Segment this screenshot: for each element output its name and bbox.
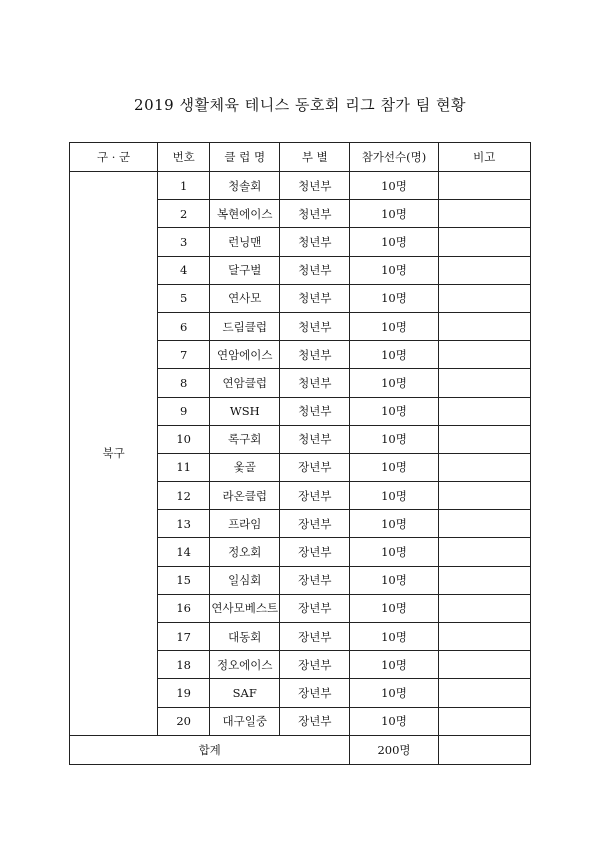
- cell-players: 10명: [350, 623, 438, 651]
- total-players: 200명: [350, 735, 438, 764]
- cell-players: 10명: [350, 256, 438, 284]
- cell-division: 청년부: [280, 425, 350, 453]
- cell-club-name: 일심회: [210, 566, 280, 594]
- cell-number: 12: [158, 482, 210, 510]
- cell-club-name: 연암에이스: [210, 341, 280, 369]
- cell-note: [438, 453, 530, 481]
- cell-club-name: 프라임: [210, 510, 280, 538]
- cell-number: 6: [158, 312, 210, 340]
- cell-number: 19: [158, 679, 210, 707]
- cell-division: 장년부: [280, 510, 350, 538]
- cell-note: [438, 510, 530, 538]
- cell-note: [438, 397, 530, 425]
- cell-note: [438, 425, 530, 453]
- cell-division: 청년부: [280, 369, 350, 397]
- cell-number: 5: [158, 284, 210, 312]
- cell-note: [438, 172, 530, 200]
- cell-division: 장년부: [280, 679, 350, 707]
- cell-number: 14: [158, 538, 210, 566]
- cell-note: [438, 707, 530, 735]
- cell-number: 13: [158, 510, 210, 538]
- cell-players: 10명: [350, 679, 438, 707]
- cell-note: [438, 651, 530, 679]
- cell-players: 10명: [350, 566, 438, 594]
- cell-note: [438, 284, 530, 312]
- document-title: 2019 생활체육 테니스 동호회 리그 참가 팀 현황: [134, 96, 466, 114]
- cell-players: 10명: [350, 312, 438, 340]
- table-body: [70, 172, 531, 736]
- cell-division: 장년부: [280, 651, 350, 679]
- cell-number: 9: [158, 397, 210, 425]
- cell-club-name: 연사모: [210, 284, 280, 312]
- cell-note: [438, 312, 530, 340]
- cell-players: 10명: [350, 594, 438, 622]
- cell-division: 청년부: [280, 256, 350, 284]
- cell-players: 10명: [350, 341, 438, 369]
- cell-division: 청년부: [280, 397, 350, 425]
- cell-note: [438, 256, 530, 284]
- cell-club-name: 런닝맨: [210, 228, 280, 256]
- cell-players: 10명: [350, 707, 438, 735]
- district-cell: 북구: [70, 172, 158, 736]
- header-note: 비고: [438, 143, 530, 172]
- total-note: [438, 735, 530, 764]
- team-roster-table: [69, 142, 531, 765]
- cell-club-name: 달구벌: [210, 256, 280, 284]
- cell-club-name: 연사모베스트: [210, 594, 280, 622]
- header-division: 부 별: [280, 143, 350, 172]
- cell-players: 10명: [350, 172, 438, 200]
- cell-note: [438, 482, 530, 510]
- cell-players: 10명: [350, 510, 438, 538]
- cell-club-name: 청솔회: [210, 172, 280, 200]
- cell-club-name: 옻골: [210, 453, 280, 481]
- cell-number: 2: [158, 200, 210, 228]
- cell-number: 11: [158, 453, 210, 481]
- cell-note: [438, 623, 530, 651]
- cell-club-name: 대구일중: [210, 707, 280, 735]
- table-row: [70, 172, 531, 200]
- total-row: [70, 735, 531, 764]
- cell-division: 청년부: [280, 228, 350, 256]
- cell-number: 18: [158, 651, 210, 679]
- cell-number: 16: [158, 594, 210, 622]
- cell-number: 4: [158, 256, 210, 284]
- cell-note: [438, 369, 530, 397]
- cell-players: 10명: [350, 369, 438, 397]
- cell-division: 청년부: [280, 172, 350, 200]
- cell-note: [438, 566, 530, 594]
- cell-division: 장년부: [280, 623, 350, 651]
- cell-club-name: 연암클럽: [210, 369, 280, 397]
- header-number: 번호: [158, 143, 210, 172]
- cell-division: 장년부: [280, 538, 350, 566]
- total-label: 합계: [70, 735, 350, 764]
- cell-division: 장년부: [280, 594, 350, 622]
- cell-club-name: 정오에이스: [210, 651, 280, 679]
- cell-number: 17: [158, 623, 210, 651]
- cell-note: [438, 228, 530, 256]
- cell-players: 10명: [350, 651, 438, 679]
- cell-division: 청년부: [280, 284, 350, 312]
- cell-number: 7: [158, 341, 210, 369]
- cell-note: [438, 594, 530, 622]
- cell-club-name: SAF: [210, 679, 280, 707]
- cell-players: 10명: [350, 397, 438, 425]
- cell-division: 장년부: [280, 482, 350, 510]
- cell-note: [438, 341, 530, 369]
- cell-players: 10명: [350, 482, 438, 510]
- cell-division: 청년부: [280, 341, 350, 369]
- header-district: 구 · 군: [70, 143, 158, 172]
- cell-division: 장년부: [280, 453, 350, 481]
- cell-division: 장년부: [280, 566, 350, 594]
- cell-division: 청년부: [280, 200, 350, 228]
- cell-division: 장년부: [280, 707, 350, 735]
- cell-note: [438, 200, 530, 228]
- cell-note: [438, 538, 530, 566]
- cell-club-name: 라온클럽: [210, 482, 280, 510]
- cell-players: 10명: [350, 284, 438, 312]
- cell-club-name: 대동회: [210, 623, 280, 651]
- cell-players: 10명: [350, 538, 438, 566]
- cell-players: 10명: [350, 425, 438, 453]
- cell-number: 15: [158, 566, 210, 594]
- cell-number: 3: [158, 228, 210, 256]
- cell-players: 10명: [350, 453, 438, 481]
- cell-division: 청년부: [280, 312, 350, 340]
- cell-number: 20: [158, 707, 210, 735]
- cell-club-name: 드림클럽: [210, 312, 280, 340]
- header-players: 참가선수(명): [350, 143, 438, 172]
- header-club: 클 럽 명: [210, 143, 280, 172]
- cell-number: 10: [158, 425, 210, 453]
- cell-number: 8: [158, 369, 210, 397]
- cell-players: 10명: [350, 200, 438, 228]
- cell-players: 10명: [350, 228, 438, 256]
- cell-club-name: 복현에이스: [210, 200, 280, 228]
- cell-club-name: 록구회: [210, 425, 280, 453]
- cell-number: 1: [158, 172, 210, 200]
- cell-club-name: WSH: [210, 397, 280, 425]
- cell-club-name: 정오회: [210, 538, 280, 566]
- cell-note: [438, 679, 530, 707]
- header-row: [70, 143, 531, 172]
